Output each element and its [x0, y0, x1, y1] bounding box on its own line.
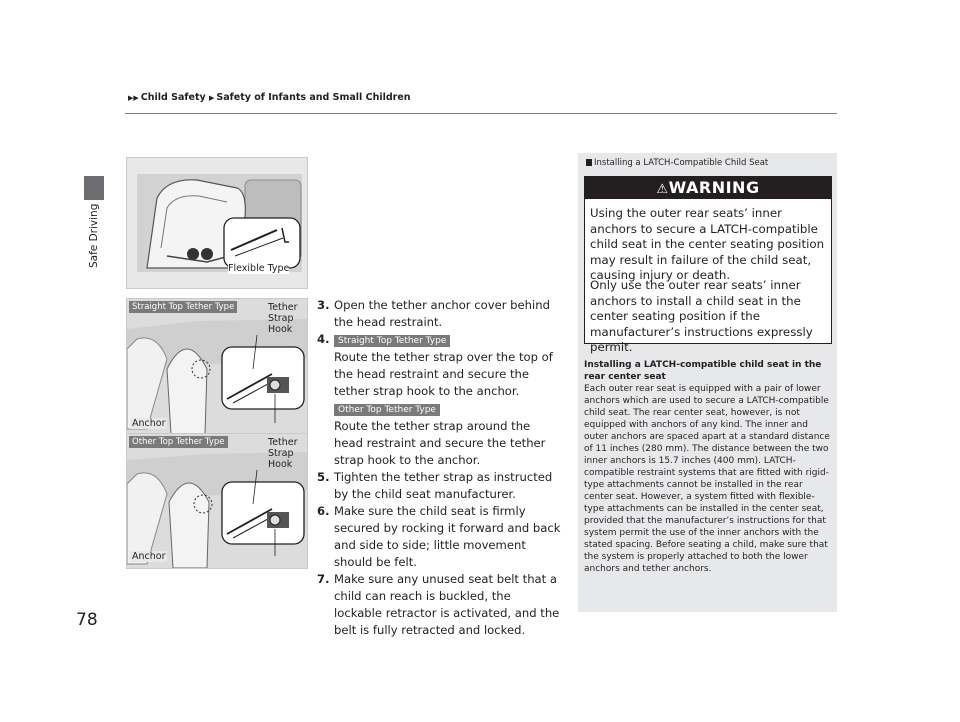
step-7: [317, 571, 562, 639]
warning-paragraph-2: Only use the outer rear seats’ inner anchors to install a child seat in the center seating position if the manufacturer’s instructions expressly permit.: [590, 278, 813, 354]
figure-label-flexible-type: Flexible Type: [228, 263, 290, 274]
breadcrumb: [128, 92, 411, 103]
step-3: [317, 297, 562, 331]
step-number: 5.: [317, 470, 330, 484]
step-4: [317, 331, 562, 469]
breadcrumb-arrow-icon: ▶: [209, 94, 215, 102]
side-note-heading: [586, 158, 768, 168]
step-text: Route the tether strap around the head restraint and secure the tether strap hook to the anchor.: [334, 419, 546, 467]
hook-label: [268, 437, 298, 470]
step-text: Route the tether strap over the top of the head restraint and secure the tether strap hook to the anchor.: [334, 350, 553, 398]
warning-triangle-icon: ⚠: [656, 182, 669, 197]
step-number: 7.: [317, 572, 330, 586]
note-section: [584, 359, 832, 575]
figure-other-top-tether: [126, 433, 308, 569]
step-text: Make sure the child seat is firmly secured by rocking it forward and back and side to side; little movement should be felt.: [334, 504, 561, 569]
warning-box: [584, 176, 832, 354]
hook-label-line: Tether: [268, 302, 298, 313]
note-marker-icon: [586, 159, 592, 166]
figure-tag-straight: Straight Top Tether Type: [129, 301, 237, 313]
step-number: 3.: [317, 298, 330, 312]
hook-label-line: Tether: [268, 437, 298, 448]
breadcrumb-item-1[interactable]: Child Safety: [140, 92, 206, 103]
hook-label-line: Hook: [268, 459, 293, 470]
chapter-tab-label: Safe Driving: [88, 203, 100, 268]
step-5: [317, 469, 562, 503]
tether-type-chip-other: Other Top Tether Type: [334, 404, 440, 416]
hook-label: [268, 302, 298, 335]
anchor-label: Anchor: [132, 418, 166, 429]
note-body: Each outer rear seat is equipped with a pair of lower anchors which are used to secure a LATCH-compatible child seat. The rear center seat, however, is not equipped with anchors of any kind. The inner and outer anchors are spaced apart at a standard distance of 11 inches (280 mm). The distance between the two inner anchors is 15.7 inches (400 mm). LATCH-compatible restraint systems that are fitted with rigid-type attachments cannot be installed in the rear center seat. However, a system fitted with flexible-type attachments can be installed in the center seat, provided that the manufacturer’s instructions for that system permit the use of the inner anchors with the stated spacing. Before seating a child, make sure that the system is properly attached to both the lower anchors and tether anchors.: [584, 384, 830, 574]
warning-paragraph-1: Using the outer rear seats’ inner anchors to secure a LATCH-compatible child seat in the center seating position may result in failure of the child seat, causing injury or death.: [590, 206, 825, 282]
breadcrumb-item-2[interactable]: Safety of Infants and Small Children: [216, 92, 411, 103]
breadcrumb-arrow-icon: ▶▶: [128, 94, 139, 102]
anchor-label: Anchor: [132, 551, 166, 562]
header-divider: [125, 113, 837, 114]
hook-label-line: Hook: [268, 324, 293, 335]
tether-type-chip-straight: Straight Top Tether Type: [334, 335, 450, 347]
figure-tag-other: Other Top Tether Type: [129, 436, 228, 448]
step-text: Make sure any unused seat belt that a child can reach is buckled, the lockable retractor is activated, and the belt is fully retracted and locked.: [334, 572, 560, 637]
page-number: 78: [76, 610, 98, 630]
instruction-steps: [317, 297, 562, 639]
step-number: 4.: [317, 332, 330, 346]
step-text: Open the tether anchor cover behind the head restraint.: [334, 298, 550, 329]
note-title: Installing a LATCH-compatible child seat in the rear center seat: [584, 360, 822, 382]
hook-label-line: Strap: [268, 448, 294, 459]
side-note-heading-text: Installing a LATCH-Compatible Child Seat: [594, 158, 769, 168]
warning-title: [585, 177, 831, 199]
step-text: Tighten the tether strap as instructed by the child seat manufacturer.: [334, 470, 553, 501]
figure-straight-top-tether: [126, 298, 308, 435]
step-6: [317, 503, 562, 571]
chapter-tab-marker: [84, 176, 104, 200]
side-note-panel: [578, 153, 837, 612]
hook-label-line: Strap: [268, 313, 294, 324]
step-number: 6.: [317, 504, 330, 518]
warning-title-text: WARNING: [668, 178, 760, 197]
figure-flexible-type: [126, 157, 308, 289]
